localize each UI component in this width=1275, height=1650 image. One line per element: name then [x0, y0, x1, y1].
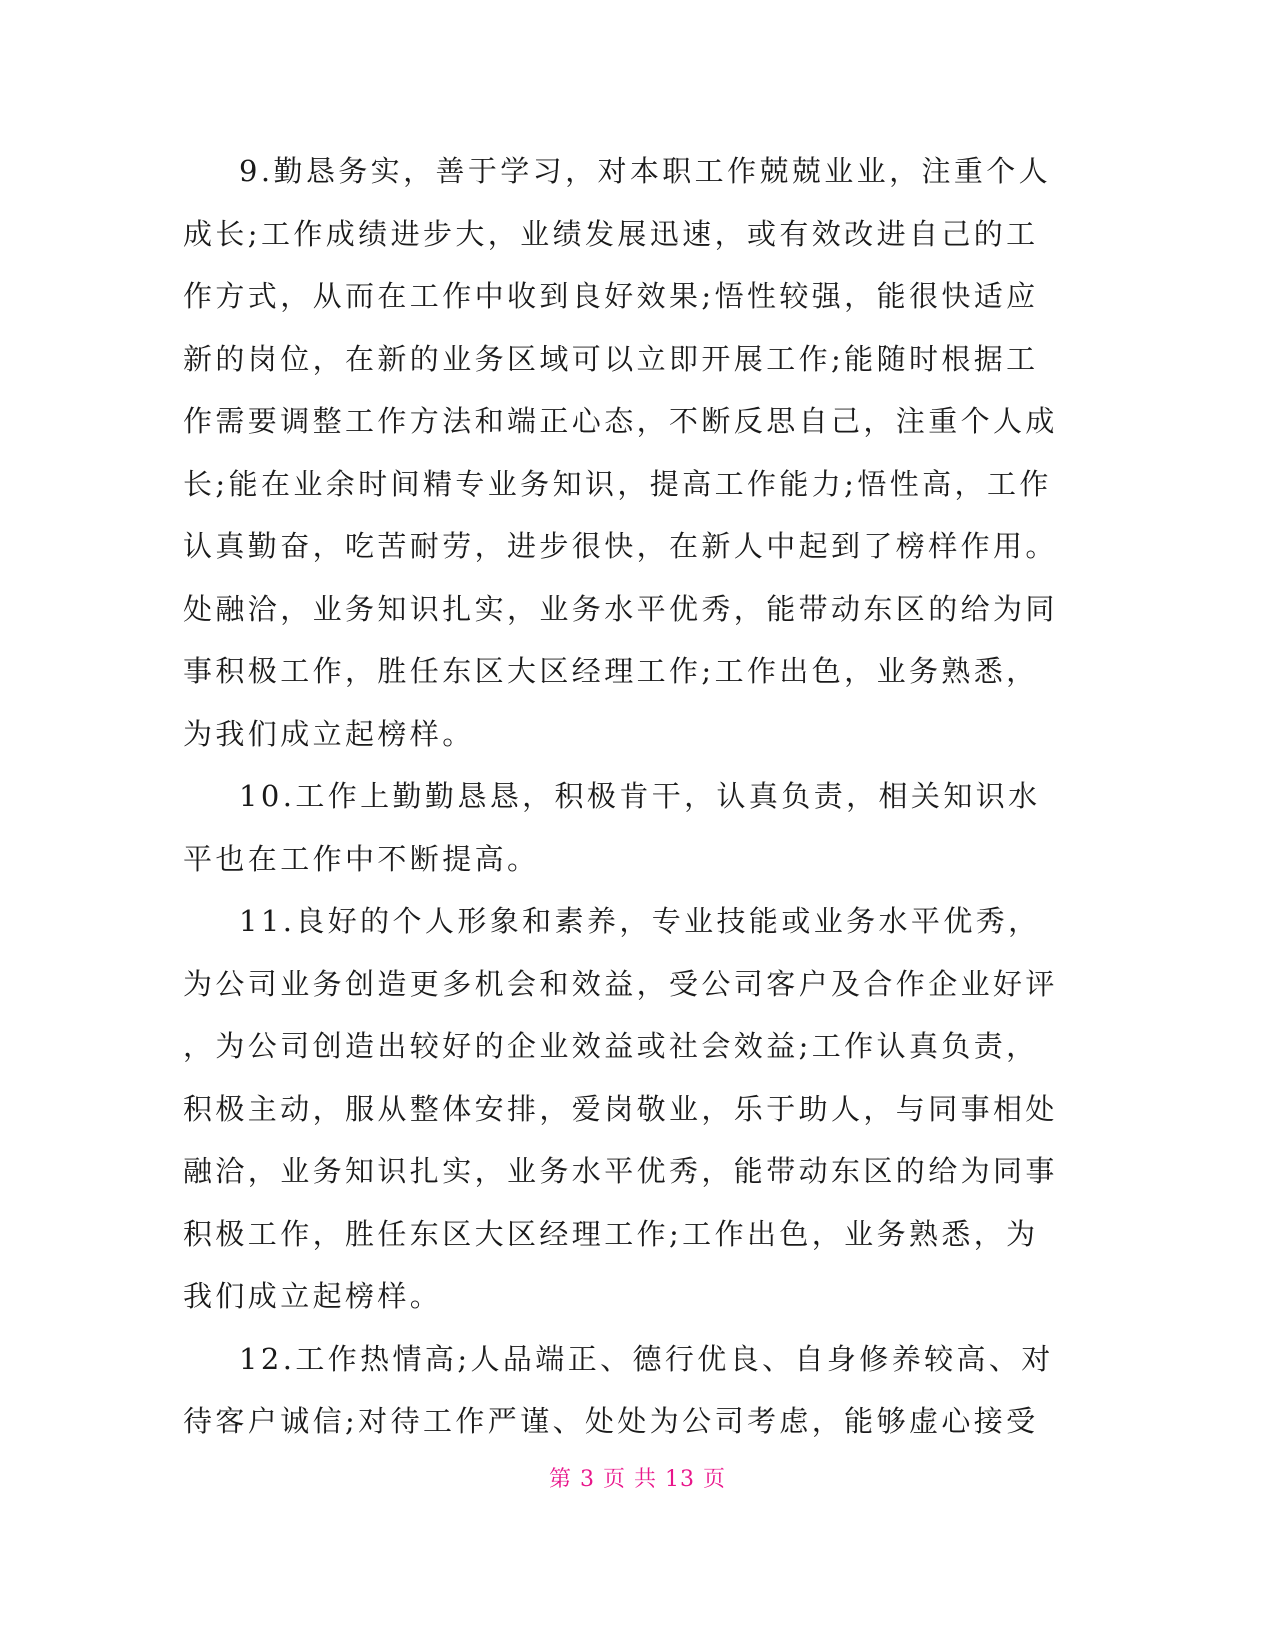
page-number-footer: 第 3 页 共 13 页	[549, 1467, 726, 1492]
paragraph-line: 长;能在业余时间精专业务知识，提高工作能力;悟性高，工作	[183, 466, 1052, 501]
paragraph-line: 10.工作上勤勤恳恳，积极肯干，认真负责，相关知识水	[239, 779, 1041, 813]
paragraph-line: 新的岗位，在新的业务区域可以立即开展工作;能随时根据工	[183, 341, 1039, 376]
paragraph-line: 作需要调整工作方法和端正心态，不断反思自己，注重个人成	[183, 404, 1058, 438]
paragraph-line: 待客户诚信;对待工作严谨、处处为公司考虑，能够虚心接受	[183, 1404, 1039, 1438]
paragraph-line: 9.勤恳务实，善于学习，对本职工作兢兢业业，注重个人	[239, 154, 1052, 188]
paragraph-line: 积极工作，胜任东区大区经理工作;工作出色，业务熟悉，为	[183, 1216, 1039, 1251]
paragraph-10	[183, 765, 1041, 890]
paragraph-line: 处融洽，业务知识扎实，业务水平优秀，能带动东区的给为同	[183, 591, 1058, 626]
paragraph-line: 积极主动，服从整体安排，爱岗敬业，乐于助人，与同事相处	[183, 1091, 1058, 1126]
document-body	[183, 140, 1058, 1453]
paragraph-line: 认真勤奋，吃苦耐劳，进步很快，在新人中起到了榜样作用。	[183, 529, 1058, 563]
paragraph-line: 为公司业务创造更多机会和效益，受公司客户及合作企业好评	[183, 966, 1058, 1001]
paragraph-line: ，为公司创造出较好的企业效益或社会效益;工作认真负责，	[183, 1029, 1039, 1063]
paragraph-line: 为我们成立起榜样。	[183, 716, 475, 751]
paragraph-line: 我们成立起榜样。	[183, 1279, 443, 1313]
paragraph-line: 11.良好的个人形象和素养，专业技能或业务水平优秀，	[239, 904, 1041, 938]
paragraph-12	[183, 1328, 1054, 1453]
paragraph-line: 作方式，从而在工作中收到良好效果;悟性较强，能很快适应	[183, 279, 1039, 313]
paragraph-line: 融洽，业务知识扎实，业务水平优秀，能带动东区的给为同事	[183, 1154, 1058, 1188]
paragraph-11	[183, 890, 1058, 1328]
paragraph-line: 成长;工作成绩进步大，业绩发展迅速，或有效改进自己的工	[183, 216, 1039, 251]
paragraph-line: 事积极工作，胜任东区大区经理工作;工作出色，业务熟悉，	[183, 654, 1039, 688]
paragraph-line: 12.工作热情高;人品端正、德行优良、自身修养较高、对	[239, 1341, 1054, 1376]
paragraph-line: 平也在工作中不断提高。	[183, 841, 540, 876]
paragraph-9	[183, 140, 1058, 765]
